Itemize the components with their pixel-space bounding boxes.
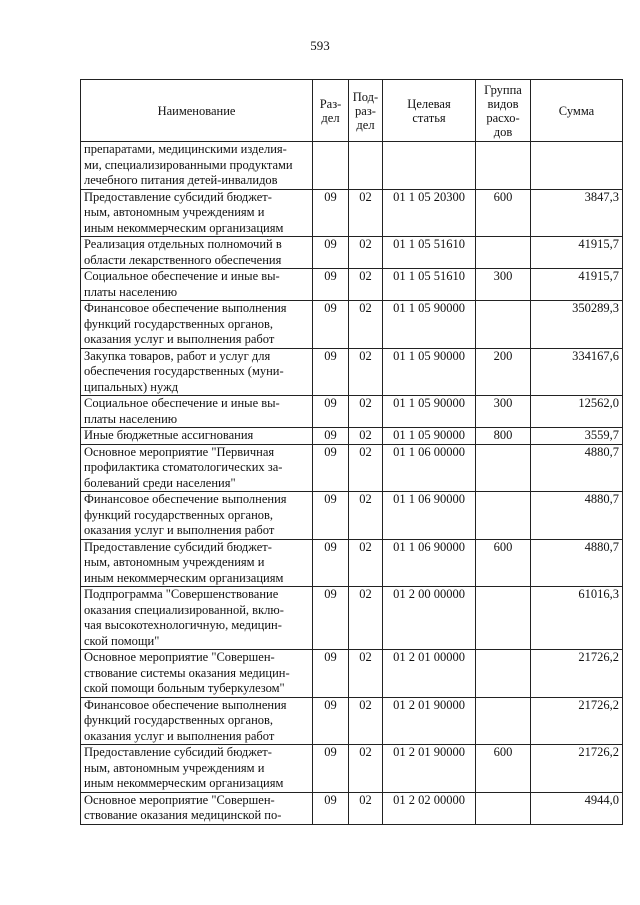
cell-target: 01 1 06 90000 [383, 539, 476, 587]
cell-target: 01 2 00 00000 [383, 587, 476, 650]
cell-razdel: 09 [313, 237, 349, 269]
cell-sum: 61016,3 [531, 587, 623, 650]
cell-sum: 4944,0 [531, 792, 623, 824]
cell-razdel: 09 [313, 492, 349, 540]
cell-podrazdel: 02 [349, 301, 383, 349]
cell-group: 600 [476, 745, 531, 793]
table-body [81, 142, 623, 825]
cell-razdel: 09 [313, 269, 349, 301]
cell-sum: 12562,0 [531, 396, 623, 428]
cell-sum: 4880,7 [531, 539, 623, 587]
cell-group [476, 792, 531, 824]
cell-group [476, 237, 531, 269]
cell-target: 01 1 05 90000 [383, 396, 476, 428]
cell-target: 01 1 05 90000 [383, 428, 476, 445]
cell-name: Иные бюджетные ассигнования [81, 428, 313, 445]
cell-razdel: 09 [313, 539, 349, 587]
cell-podrazdel: 02 [349, 745, 383, 793]
table-row [81, 348, 623, 396]
cell-sum: 4880,7 [531, 492, 623, 540]
cell-podrazdel: 02 [349, 539, 383, 587]
cell-target: 01 1 05 90000 [383, 301, 476, 349]
cell-target: 01 2 01 90000 [383, 745, 476, 793]
cell-name: Финансовое обеспечение выполнения функций государственных органов, оказания услуг и выполнения работ [81, 697, 313, 745]
table-row [81, 301, 623, 349]
table-row [81, 492, 623, 540]
header-podrazdel: Под- раз- дел [349, 80, 383, 142]
cell-group: 200 [476, 348, 531, 396]
cell-target: 01 2 02 00000 [383, 792, 476, 824]
table-row [81, 189, 623, 237]
cell-name: Предоставление субсидий бюджет- ным, автономным учреждениям и иным некоммерческим организациям [81, 189, 313, 237]
cell-podrazdel: 02 [349, 348, 383, 396]
cell-group [476, 444, 531, 492]
cell-target: 01 1 05 20300 [383, 189, 476, 237]
cell-target: 01 1 05 51610 [383, 269, 476, 301]
cell-name: Реализация отдельных полномочий в области лекарственного обеспечения [81, 237, 313, 269]
cell-sum: 3847,3 [531, 189, 623, 237]
cell-name: Основное мероприятие "Первичная профилактика стоматологических за- болеваний среди населения" [81, 444, 313, 492]
header-name: Наименование [81, 80, 313, 142]
cell-group [476, 650, 531, 698]
cell-name: Основное мероприятие "Совершен- ствование системы оказания медицин- ской помощи больным туберкулезом" [81, 650, 313, 698]
cell-razdel [313, 142, 349, 190]
cell-sum: 4880,7 [531, 444, 623, 492]
cell-sum: 3559,7 [531, 428, 623, 445]
cell-group [476, 142, 531, 190]
cell-razdel: 09 [313, 697, 349, 745]
cell-target: 01 1 05 90000 [383, 348, 476, 396]
table-row [81, 428, 623, 445]
cell-name: Социальное обеспечение и иные вы- платы населению [81, 269, 313, 301]
cell-podrazdel: 02 [349, 492, 383, 540]
cell-razdel: 09 [313, 650, 349, 698]
table-row [81, 237, 623, 269]
cell-sum: 21726,2 [531, 697, 623, 745]
cell-name: Социальное обеспечение и иные вы- платы населению [81, 396, 313, 428]
table-row [81, 745, 623, 793]
cell-razdel: 09 [313, 792, 349, 824]
header-target: Целевая статья [383, 80, 476, 142]
cell-sum: 41915,7 [531, 237, 623, 269]
cell-name: Закупка товаров, работ и услуг для обеспечения государственных (муни- ципальных) нужд [81, 348, 313, 396]
cell-razdel: 09 [313, 301, 349, 349]
table-row [81, 269, 623, 301]
cell-sum: 350289,3 [531, 301, 623, 349]
cell-podrazdel: 02 [349, 189, 383, 237]
cell-name: Предоставление субсидий бюджет- ным, автономным учреждениям и иным некоммерческим организациям [81, 539, 313, 587]
cell-name: Основное мероприятие "Совершен- ствование оказания медицинской по- [81, 792, 313, 824]
page-number: 593 [310, 38, 330, 53]
table-row [81, 396, 623, 428]
cell-sum: 21726,2 [531, 650, 623, 698]
cell-group [476, 492, 531, 540]
cell-target: 01 1 06 00000 [383, 444, 476, 492]
cell-sum: 21726,2 [531, 745, 623, 793]
cell-target [383, 142, 476, 190]
cell-name: Финансовое обеспечение выполнения функций государственных органов, оказания услуг и выполнения работ [81, 301, 313, 349]
table-row [81, 697, 623, 745]
cell-name: Подпрограмма "Совершенствование оказания специализированной, вклю- чая высокотехнологичную, медицин- ской помощи" [81, 587, 313, 650]
cell-podrazdel: 02 [349, 650, 383, 698]
cell-podrazdel: 02 [349, 269, 383, 301]
cell-target: 01 2 01 90000 [383, 697, 476, 745]
cell-podrazdel: 02 [349, 396, 383, 428]
cell-podrazdel: 02 [349, 792, 383, 824]
cell-target: 01 1 05 51610 [383, 237, 476, 269]
table-row [81, 142, 623, 190]
cell-name: Финансовое обеспечение выполнения функций государственных органов, оказания услуг и выполнения работ [81, 492, 313, 540]
table-row [81, 539, 623, 587]
budget-table [80, 79, 623, 825]
cell-podrazdel: 02 [349, 237, 383, 269]
cell-podrazdel [349, 142, 383, 190]
cell-group: 800 [476, 428, 531, 445]
header-razdel: Раз- дел [313, 80, 349, 142]
cell-razdel: 09 [313, 396, 349, 428]
cell-razdel: 09 [313, 587, 349, 650]
cell-podrazdel: 02 [349, 428, 383, 445]
cell-razdel: 09 [313, 348, 349, 396]
table-row [81, 792, 623, 824]
cell-target: 01 2 01 00000 [383, 650, 476, 698]
cell-podrazdel: 02 [349, 697, 383, 745]
cell-group: 600 [476, 189, 531, 237]
cell-group [476, 301, 531, 349]
cell-group: 300 [476, 396, 531, 428]
table-row [81, 650, 623, 698]
cell-podrazdel: 02 [349, 587, 383, 650]
cell-razdel: 09 [313, 428, 349, 445]
header-row [81, 80, 623, 142]
cell-group [476, 587, 531, 650]
cell-podrazdel: 02 [349, 444, 383, 492]
cell-sum: 41915,7 [531, 269, 623, 301]
table-row [81, 587, 623, 650]
cell-razdel: 09 [313, 444, 349, 492]
header-sum: Сумма [531, 80, 623, 142]
cell-name: препаратами, медицинскими изделия- ми, специализированными продуктами лечебного питания детей-инвалидов [81, 142, 313, 190]
cell-razdel: 09 [313, 189, 349, 237]
cell-group: 300 [476, 269, 531, 301]
cell-target: 01 1 06 90000 [383, 492, 476, 540]
cell-group [476, 697, 531, 745]
cell-name: Предоставление субсидий бюджет- ным, автономным учреждениям и иным некоммерческим организациям [81, 745, 313, 793]
cell-sum: 334167,6 [531, 348, 623, 396]
table-row [81, 444, 623, 492]
header-group: Группа видов расхо- дов [476, 80, 531, 142]
cell-razdel: 09 [313, 745, 349, 793]
cell-group: 600 [476, 539, 531, 587]
cell-sum [531, 142, 623, 190]
